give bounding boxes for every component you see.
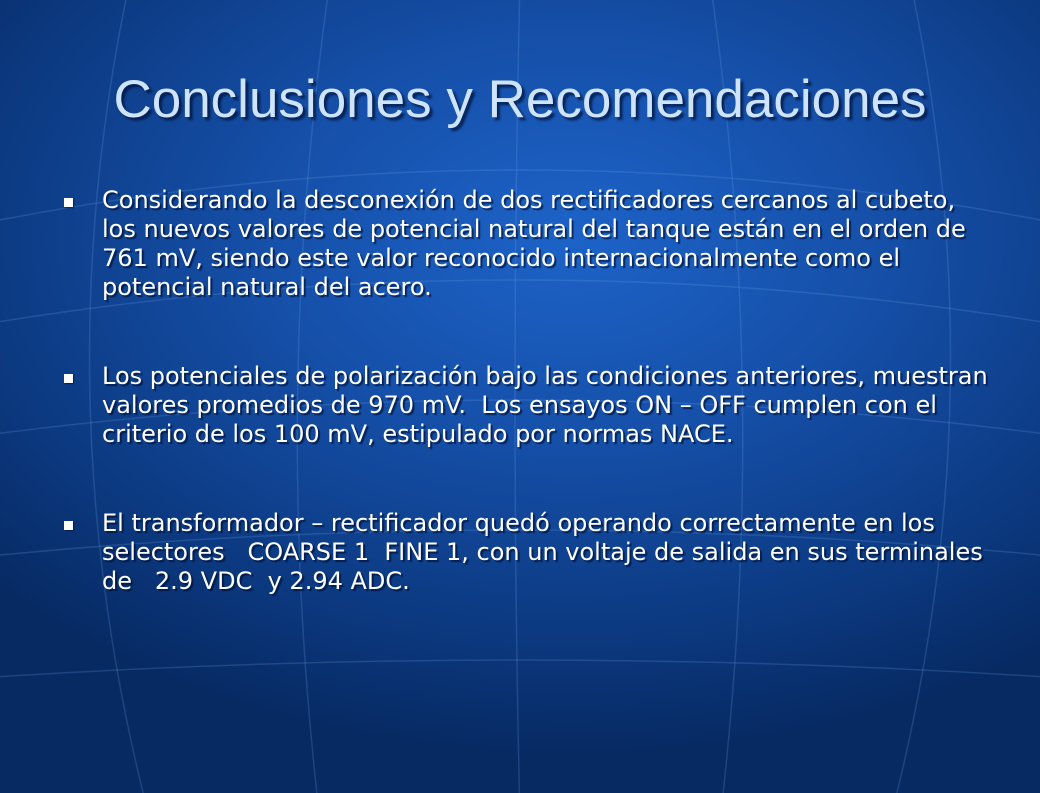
square-bullet-icon — [64, 198, 73, 207]
bullet-item — [62, 186, 992, 302]
bullet-list — [62, 186, 996, 656]
bullet-text: Los potenciales de polarización bajo las condiciones anteriores, muestran valores promedios de 970 mV. Los ensayos ON – OFF cumplen con el criterio de los 100 mV, estipulado por normas NACE. — [102, 362, 996, 448]
bullet-text: Considerando la desconexión de dos rectificadores cercanos al cubeto, los nuevos valores de potencial natural del tanque están en el orden de 761 mV, siendo este valor reconocido internacionalmente como el potencial natural del acero. — [102, 186, 974, 301]
square-bullet-icon — [64, 521, 73, 530]
bullet-item — [62, 362, 996, 449]
bullet-text: El transformador – rectificador quedó operando correctamente en los selectores COARSE 1 FINE 1, con un voltaje de salida en sus terminales de 2.9 VDC y 2.94 ADC. — [102, 509, 991, 595]
slide-title: Conclusiones y Recomendaciones — [113, 70, 927, 129]
square-bullet-icon — [64, 374, 73, 383]
bullet-item — [62, 509, 992, 596]
